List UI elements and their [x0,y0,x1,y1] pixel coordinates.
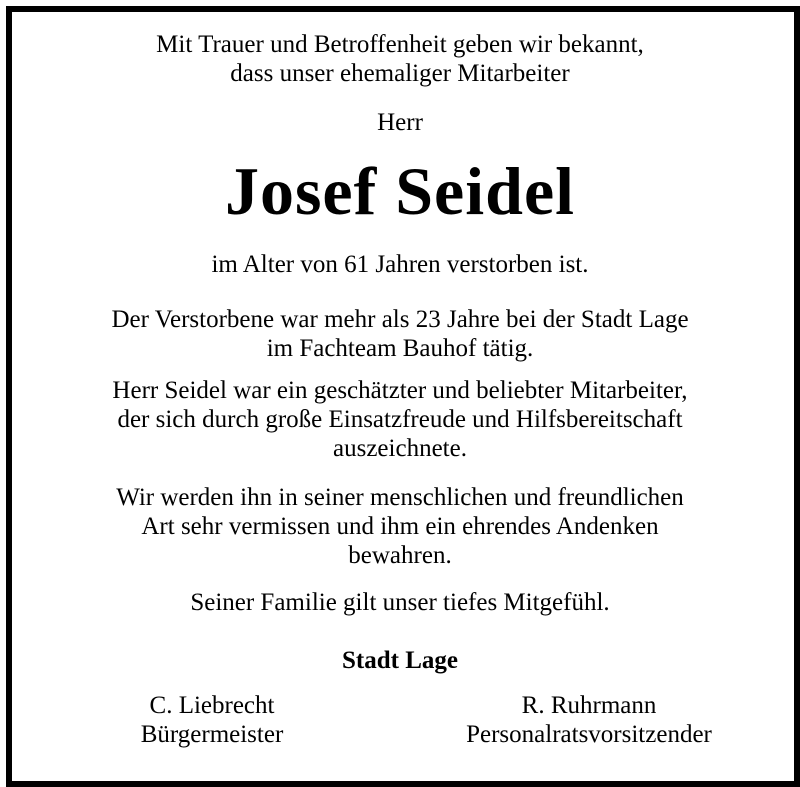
paragraph-2-line-2: der sich durch große Einsatzfreude und Hilfsbereitschaft [117,406,683,433]
signatory-2-name: R. Ruhrmann [521,692,657,719]
paragraph-3-line-2: Art sehr vermissen und ihm ein ehrendes Andenken [141,513,659,540]
paragraph-3-line-3: bewahren. [348,542,452,569]
intro-line-1: Mit Trauer und Betroffenheit geben wir bekannt, [156,31,644,58]
paragraph-2-line-1: Herr Seidel war ein geschätzter und beliebter Mitarbeiter, [112,377,688,404]
organization-name: Stadt Lage [342,647,458,674]
paragraph-2-line-3: auszeichnete. [333,435,467,462]
intro-line-2: dass unser ehemaliger Mitarbeiter [230,60,570,87]
paragraph-3-line-1: Wir werden ihn in seiner menschlichen und freundlichen [116,484,684,511]
paragraph-1-line-1: Der Verstorbene war mehr als 23 Jahre bei der Stadt Lage [111,306,689,333]
paragraph-1-line-2: im Fachteam Bauhof tätig. [266,335,534,362]
signatory-2-title: Personalratsvorsitzender [466,721,712,748]
signatory-1-name: C. Liebrecht [149,692,275,719]
salutation: Herr [377,109,423,136]
deceased-name: Josef Seidel [224,153,576,229]
signatory-1-title: Bürgermeister [140,721,284,748]
condolence-line: Seiner Familie gilt unser tiefes Mitgefühl. [190,589,610,616]
age-line: im Alter von 61 Jahren verstorben ist. [211,251,589,278]
